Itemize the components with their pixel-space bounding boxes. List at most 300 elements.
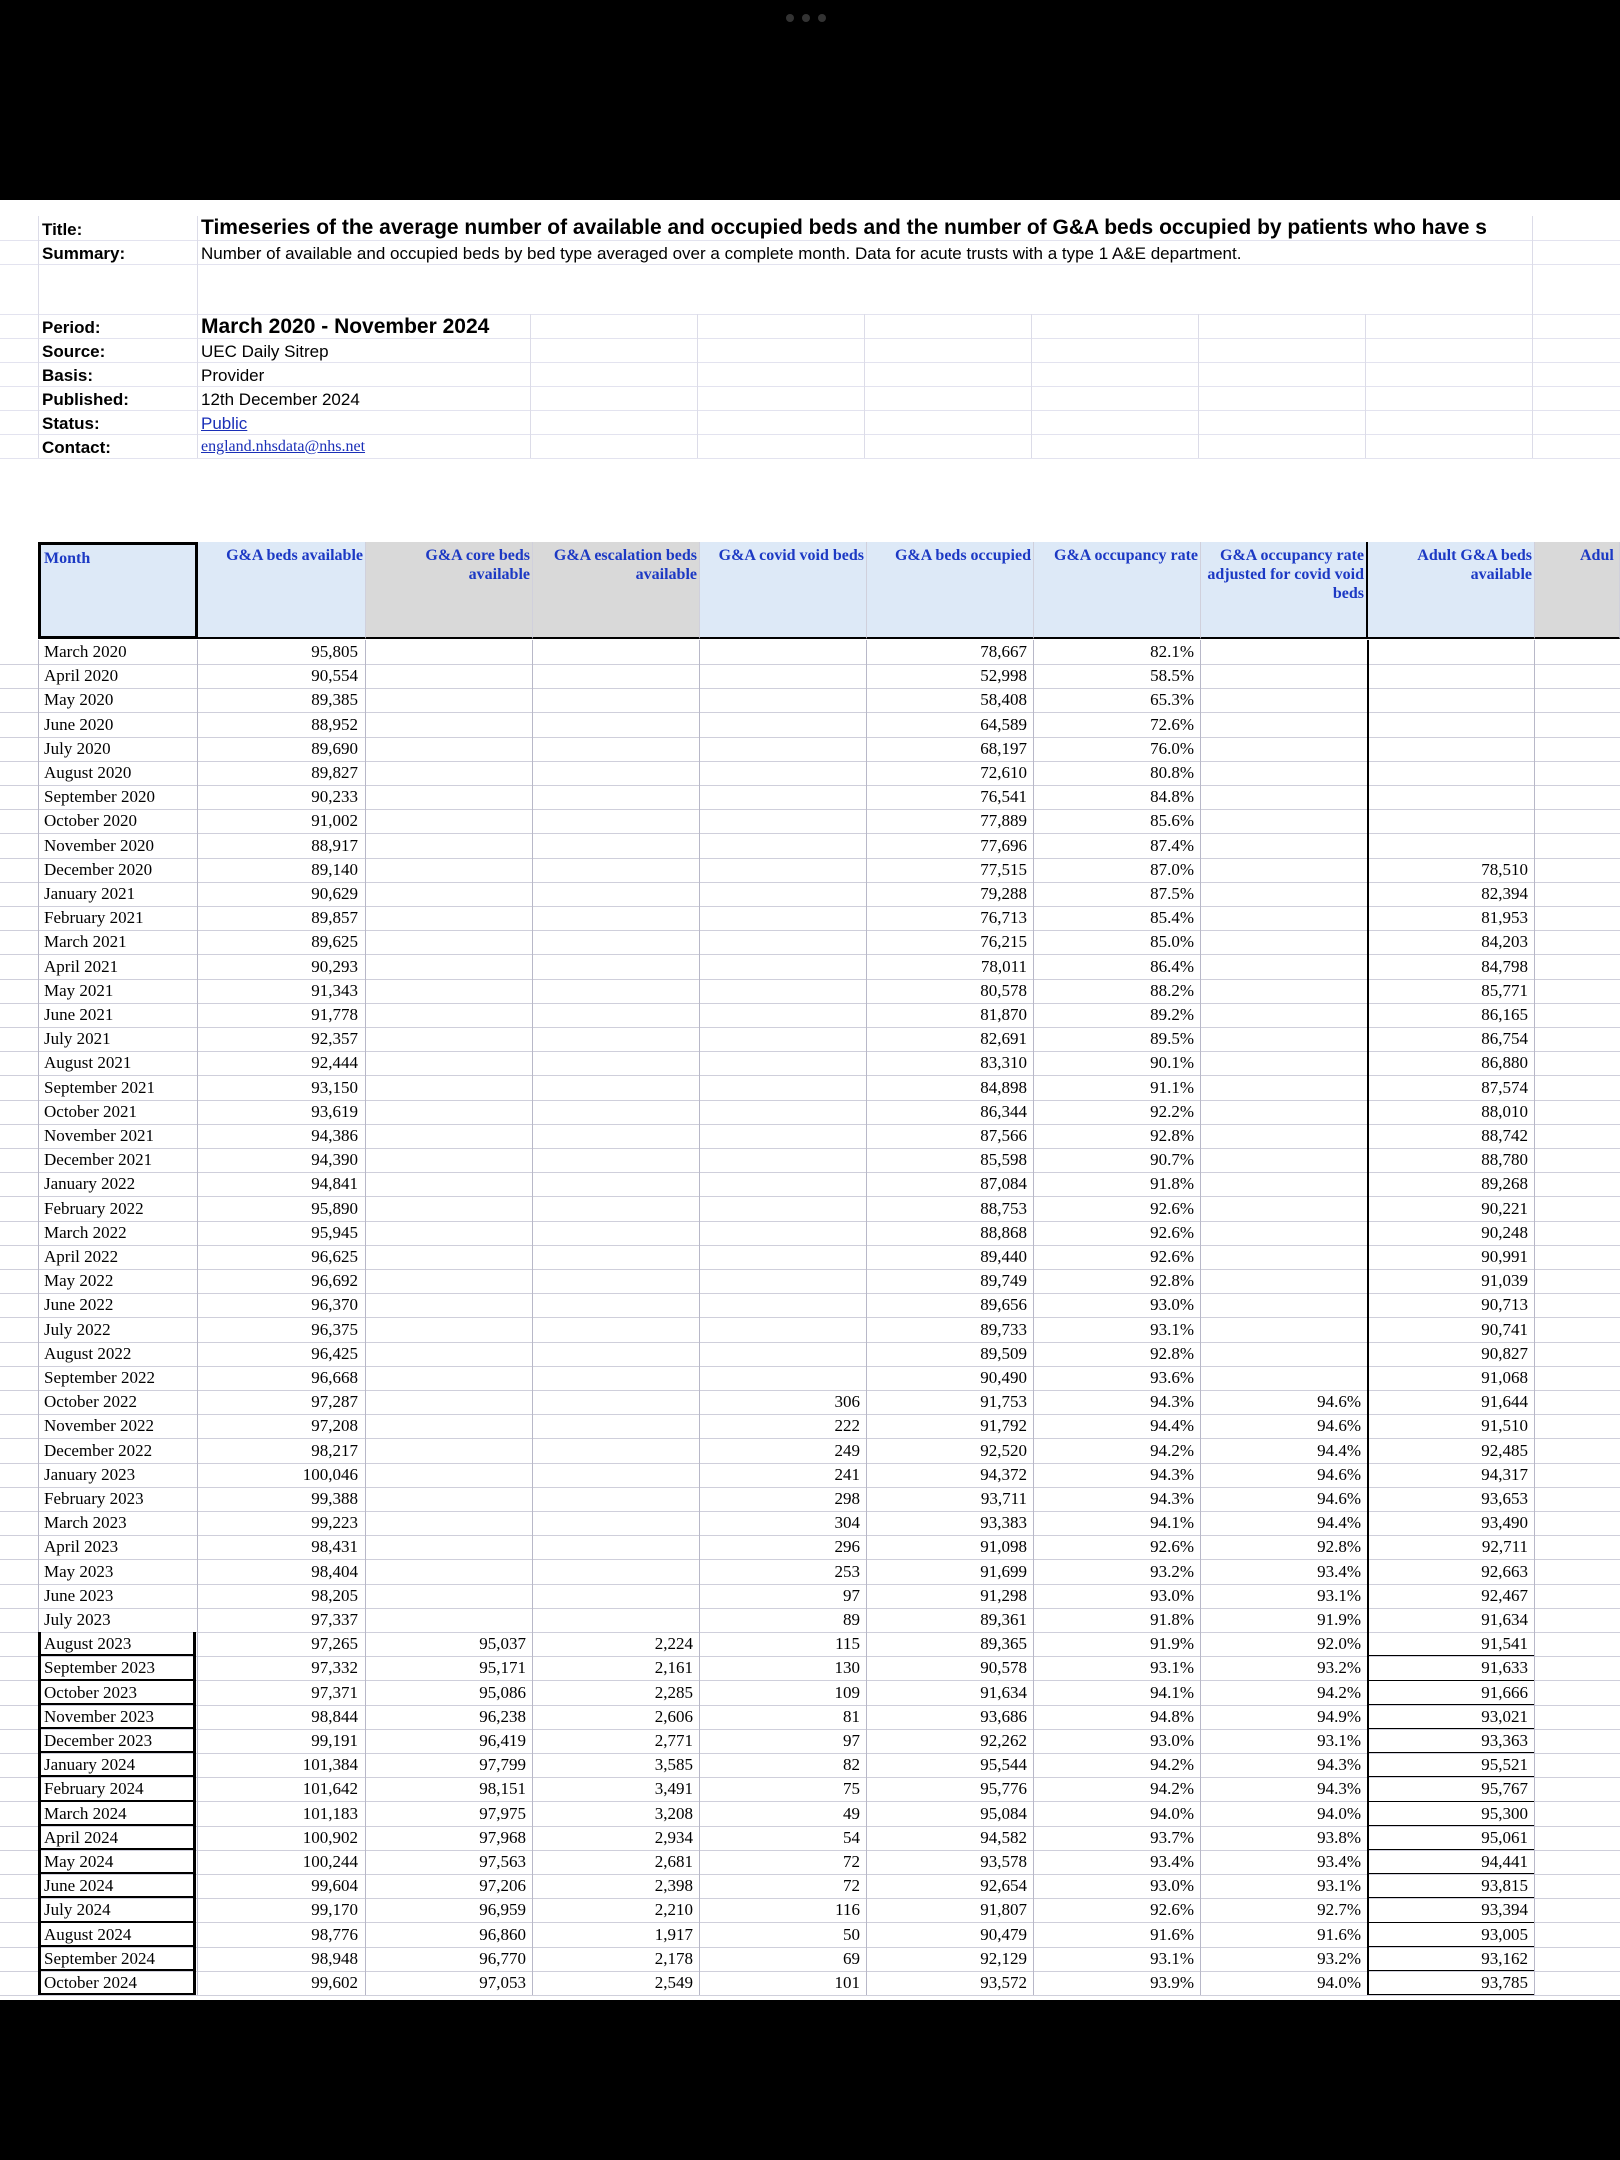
- cell-adult-beds-available[interactable]: 90,713: [1481, 1295, 1528, 1315]
- cell-occupancy-rate-adjusted[interactable]: 94.3%: [1317, 1755, 1361, 1775]
- cell-ga-available[interactable]: 99,388: [311, 1489, 358, 1508]
- cell-ga-available[interactable]: 90,293: [311, 956, 358, 976]
- table-row[interactable]: [0, 1874, 1620, 1899]
- cell-adult-beds-available[interactable]: 92,663: [1481, 1561, 1528, 1581]
- column-header-covid-void-beds[interactable]: G&A covid void beds: [700, 542, 867, 639]
- cell-adult-beds-available[interactable]: 81,953: [1481, 908, 1528, 928]
- cell-beds-occupied[interactable]: 93,572: [980, 1973, 1027, 1992]
- cell-adult-beds-available[interactable]: 93,021: [1481, 1706, 1528, 1726]
- table-row[interactable]: [0, 1947, 1620, 1972]
- cell-occupancy-rate-adjusted[interactable]: 92.8%: [1317, 1537, 1361, 1557]
- cell-occupancy-rate-adjusted[interactable]: 93.8%: [1317, 1827, 1361, 1847]
- cell-month[interactable]: February 2023: [44, 1489, 144, 1508]
- table-row[interactable]: [0, 1729, 1620, 1754]
- cell-month[interactable]: July 2024: [44, 1900, 111, 1920]
- cell-adult-beds-available[interactable]: 93,394: [1481, 1900, 1528, 1920]
- table-row[interactable]: [0, 1487, 1620, 1512]
- cell-covid-void-beds[interactable]: 81: [843, 1706, 860, 1726]
- cell-ga-available[interactable]: 90,233: [311, 787, 358, 807]
- cell-adult-beds-available[interactable]: 95,300: [1481, 1803, 1528, 1823]
- cell-covid-void-beds[interactable]: 97: [843, 1731, 860, 1750]
- cell-occupancy-rate[interactable]: 94.3%: [1150, 1489, 1194, 1508]
- table-row[interactable]: [0, 1197, 1620, 1222]
- table-row[interactable]: [0, 737, 1620, 762]
- cell-occupancy-rate[interactable]: 92.8%: [1150, 1271, 1194, 1291]
- cell-adult-beds-available[interactable]: 95,767: [1481, 1779, 1528, 1799]
- table-row[interactable]: [0, 1318, 1620, 1343]
- cell-beds-occupied[interactable]: 76,215: [980, 932, 1027, 952]
- cell-core-beds[interactable]: 96,959: [479, 1900, 526, 1920]
- status-link[interactable]: Public: [201, 414, 248, 433]
- cell-escalation-beds[interactable]: 1,917: [654, 1924, 693, 1944]
- cell-adult-beds-available[interactable]: 84,798: [1481, 956, 1528, 976]
- table-row[interactable]: [0, 1850, 1620, 1875]
- cell-month[interactable]: March 2021: [44, 932, 127, 952]
- cell-month[interactable]: July 2023: [44, 1610, 111, 1629]
- table-row[interactable]: [0, 955, 1620, 980]
- column-header-escalation-beds[interactable]: G&A escalation beds available: [533, 542, 700, 639]
- cell-occupancy-rate-adjusted[interactable]: 94.6%: [1317, 1416, 1361, 1436]
- cell-covid-void-beds[interactable]: 115: [835, 1634, 860, 1654]
- table-row[interactable]: [0, 1971, 1620, 1996]
- cell-beds-occupied[interactable]: 93,711: [980, 1489, 1027, 1508]
- table-row[interactable]: [0, 1802, 1620, 1827]
- cell-month[interactable]: August 2023: [44, 1634, 132, 1654]
- cell-month[interactable]: December 2020: [44, 859, 153, 879]
- table-row[interactable]: [0, 1076, 1620, 1101]
- cell-escalation-beds[interactable]: 2,681: [654, 1852, 693, 1871]
- cell-adult-beds-available[interactable]: 88,780: [1481, 1150, 1528, 1170]
- cell-beds-occupied[interactable]: 79,288: [980, 884, 1027, 903]
- cell-covid-void-beds[interactable]: 49: [843, 1803, 860, 1823]
- cell-adult-beds-available[interactable]: 85,771: [1481, 980, 1528, 1000]
- cell-occupancy-rate[interactable]: 90.1%: [1150, 1053, 1194, 1073]
- cell-occupancy-rate[interactable]: 93.0%: [1150, 1295, 1194, 1315]
- cell-occupancy-rate[interactable]: 91.8%: [1150, 1174, 1194, 1194]
- cell-ga-available[interactable]: 95,805: [311, 642, 358, 661]
- cell-occupancy-rate[interactable]: 90.7%: [1150, 1150, 1194, 1170]
- table-row[interactable]: [0, 1584, 1620, 1609]
- cell-occupancy-rate[interactable]: 93.0%: [1150, 1585, 1194, 1605]
- cell-adult-beds-available[interactable]: 84,203: [1481, 932, 1528, 952]
- table-row[interactable]: [0, 1172, 1620, 1197]
- cell-covid-void-beds[interactable]: 241: [834, 1464, 860, 1484]
- cell-ga-available[interactable]: 98,217: [311, 1440, 358, 1460]
- cell-beds-occupied[interactable]: 92,129: [980, 1948, 1027, 1968]
- cell-beds-occupied[interactable]: 72,610: [980, 763, 1027, 782]
- cell-occupancy-rate[interactable]: 82.1%: [1150, 642, 1194, 661]
- cell-adult-beds-available[interactable]: 90,827: [1481, 1343, 1528, 1363]
- cell-core-beds[interactable]: 96,770: [479, 1948, 526, 1968]
- cell-core-beds[interactable]: 95,037: [479, 1634, 526, 1654]
- column-header-month[interactable]: Month: [38, 542, 198, 639]
- cell-occupancy-rate[interactable]: 85.0%: [1150, 932, 1194, 952]
- cell-ga-available[interactable]: 89,140: [311, 859, 358, 879]
- cell-covid-void-beds[interactable]: 72: [843, 1876, 860, 1896]
- cell-adult-beds-available[interactable]: 92,467: [1481, 1585, 1528, 1605]
- cell-escalation-beds[interactable]: 2,398: [654, 1876, 693, 1896]
- cell-core-beds[interactable]: 97,563: [479, 1852, 526, 1871]
- cell-ga-available[interactable]: 93,150: [311, 1077, 358, 1097]
- cell-ga-available[interactable]: 89,690: [311, 738, 358, 758]
- cell-occupancy-rate[interactable]: 76.0%: [1150, 738, 1194, 758]
- cell-occupancy-rate[interactable]: 92.8%: [1150, 1343, 1194, 1363]
- cell-covid-void-beds[interactable]: 89: [843, 1610, 860, 1629]
- cell-occupancy-rate[interactable]: 94.2%: [1150, 1440, 1194, 1460]
- cell-adult-beds-available[interactable]: 87,574: [1481, 1077, 1528, 1097]
- cell-occupancy-rate[interactable]: 94.1%: [1150, 1682, 1194, 1702]
- cell-month[interactable]: August 2024: [44, 1924, 132, 1944]
- cell-covid-void-beds[interactable]: 82: [843, 1755, 860, 1775]
- cell-beds-occupied[interactable]: 90,479: [980, 1924, 1027, 1944]
- cell-beds-occupied[interactable]: 94,582: [980, 1827, 1027, 1847]
- cell-occupancy-rate[interactable]: 93.0%: [1150, 1876, 1194, 1896]
- cell-ga-available[interactable]: 94,386: [311, 1126, 358, 1145]
- cell-occupancy-rate[interactable]: 94.1%: [1150, 1513, 1194, 1533]
- table-row[interactable]: [0, 1342, 1620, 1367]
- cell-ga-available[interactable]: 99,170: [311, 1900, 358, 1920]
- cell-escalation-beds[interactable]: 2,549: [654, 1973, 693, 1992]
- cell-beds-occupied[interactable]: 89,509: [980, 1343, 1027, 1363]
- cell-month[interactable]: July 2020: [44, 738, 111, 758]
- cell-beds-occupied[interactable]: 77,696: [980, 835, 1027, 855]
- cell-ga-available[interactable]: 95,945: [311, 1222, 358, 1242]
- cell-month[interactable]: December 2021: [44, 1150, 153, 1170]
- cell-ga-available[interactable]: 96,625: [311, 1247, 358, 1266]
- cell-escalation-beds[interactable]: 2,771: [654, 1731, 693, 1750]
- table-row[interactable]: [0, 1681, 1620, 1706]
- cell-occupancy-rate-adjusted[interactable]: 94.0%: [1317, 1973, 1361, 1992]
- cell-adult-beds-available[interactable]: 86,754: [1481, 1029, 1528, 1049]
- cell-core-beds[interactable]: 95,171: [479, 1658, 526, 1678]
- cell-core-beds[interactable]: 96,860: [479, 1924, 526, 1944]
- cell-month[interactable]: November 2022: [44, 1416, 155, 1436]
- table-row[interactable]: [0, 1535, 1620, 1560]
- column-header-occupancy-rate[interactable]: G&A occupancy rate: [1034, 542, 1201, 639]
- cell-ga-available[interactable]: 96,668: [311, 1368, 358, 1387]
- cell-occupancy-rate[interactable]: 92.8%: [1150, 1126, 1194, 1145]
- cell-beds-occupied[interactable]: 93,383: [980, 1513, 1027, 1533]
- cell-occupancy-rate[interactable]: 87.4%: [1150, 835, 1194, 855]
- cell-beds-occupied[interactable]: 93,578: [980, 1852, 1027, 1871]
- table-row[interactable]: [0, 858, 1620, 883]
- cell-beds-occupied[interactable]: 89,749: [980, 1271, 1027, 1291]
- column-header-occupancy-rate-adjusted[interactable]: G&A occupancy rate adjusted for covid void beds: [1201, 542, 1368, 639]
- cell-ga-available[interactable]: 99,191: [311, 1731, 358, 1750]
- cell-month[interactable]: January 2023: [44, 1464, 136, 1484]
- cell-month[interactable]: September 2024: [44, 1948, 155, 1968]
- cell-occupancy-rate-adjusted[interactable]: 92.0%: [1317, 1634, 1361, 1654]
- table-row[interactable]: [0, 1777, 1620, 1802]
- cell-occupancy-rate[interactable]: 94.0%: [1150, 1803, 1194, 1823]
- cell-core-beds[interactable]: 97,975: [479, 1803, 526, 1823]
- spreadsheet-view[interactable]: [0, 200, 1620, 2000]
- cell-occupancy-rate[interactable]: 94.2%: [1150, 1779, 1194, 1799]
- cell-occupancy-rate[interactable]: 87.0%: [1150, 859, 1194, 879]
- cell-month[interactable]: April 2021: [44, 956, 119, 976]
- cell-month[interactable]: July 2021: [44, 1029, 111, 1049]
- cell-beds-occupied[interactable]: 80,578: [980, 980, 1027, 1000]
- cell-adult-beds-available[interactable]: 78,510: [1481, 859, 1528, 879]
- cell-month[interactable]: May 2023: [44, 1561, 114, 1581]
- cell-escalation-beds[interactable]: 2,934: [654, 1827, 693, 1847]
- table-row[interactable]: [0, 1390, 1620, 1415]
- cell-adult-beds-available[interactable]: 91,666: [1481, 1682, 1528, 1702]
- cell-adult-beds-available[interactable]: 91,644: [1481, 1392, 1528, 1412]
- cell-occupancy-rate[interactable]: 85.6%: [1150, 811, 1194, 831]
- cell-month[interactable]: November 2023: [44, 1706, 155, 1726]
- cell-adult-beds-available[interactable]: 92,711: [1481, 1537, 1528, 1557]
- cell-adult-beds-available[interactable]: 93,363: [1481, 1731, 1528, 1750]
- cell-adult-beds-available[interactable]: 93,785: [1481, 1973, 1528, 1992]
- table-row[interactable]: [0, 1124, 1620, 1149]
- cell-occupancy-rate[interactable]: 91.1%: [1150, 1077, 1194, 1097]
- cell-month[interactable]: October 2023: [44, 1682, 138, 1702]
- contact-email-link[interactable]: england.nhsdata@nhs.net: [201, 438, 366, 455]
- cell-ga-available[interactable]: 96,370: [311, 1295, 358, 1315]
- cell-adult-beds-available[interactable]: 90,991: [1481, 1247, 1528, 1266]
- cell-occupancy-rate[interactable]: 89.2%: [1150, 1005, 1194, 1024]
- cell-ga-available[interactable]: 96,692: [311, 1271, 358, 1291]
- cell-month[interactable]: November 2021: [44, 1126, 155, 1145]
- cell-beds-occupied[interactable]: 81,870: [980, 1005, 1027, 1024]
- table-row[interactable]: [0, 1560, 1620, 1585]
- cell-occupancy-rate[interactable]: 91.9%: [1150, 1634, 1194, 1654]
- cell-month[interactable]: June 2022: [44, 1295, 114, 1315]
- cell-adult-beds-available[interactable]: 93,162: [1481, 1948, 1528, 1968]
- cell-occupancy-rate[interactable]: 91.6%: [1150, 1924, 1194, 1944]
- table-row[interactable]: [0, 979, 1620, 1004]
- cell-month[interactable]: October 2024: [44, 1973, 138, 1992]
- table-row[interactable]: [0, 1608, 1620, 1633]
- cell-occupancy-rate-adjusted[interactable]: 94.6%: [1317, 1489, 1361, 1508]
- cell-escalation-beds[interactable]: 3,208: [654, 1803, 693, 1823]
- cell-beds-occupied[interactable]: 92,520: [980, 1440, 1027, 1460]
- cell-beds-occupied[interactable]: 76,713: [980, 908, 1027, 928]
- cell-beds-occupied[interactable]: 92,654: [980, 1876, 1027, 1896]
- table-row[interactable]: [0, 713, 1620, 738]
- cell-month[interactable]: May 2022: [44, 1271, 114, 1291]
- cell-occupancy-rate[interactable]: 93.1%: [1150, 1948, 1194, 1968]
- cell-ga-available[interactable]: 96,375: [311, 1319, 358, 1339]
- cell-adult-beds-available[interactable]: 90,221: [1481, 1198, 1528, 1218]
- cell-occupancy-rate-adjusted[interactable]: 93.2%: [1317, 1658, 1361, 1678]
- cell-month[interactable]: May 2021: [44, 980, 114, 1000]
- cell-occupancy-rate-adjusted[interactable]: 93.4%: [1317, 1561, 1361, 1581]
- cell-month[interactable]: January 2022: [44, 1174, 136, 1194]
- cell-ga-available[interactable]: 100,902: [302, 1827, 358, 1847]
- cell-occupancy-rate-adjusted[interactable]: 94.6%: [1317, 1392, 1361, 1412]
- cell-ga-available[interactable]: 91,343: [311, 980, 358, 1000]
- cell-beds-occupied[interactable]: 86,344: [980, 1101, 1027, 1121]
- cell-adult-beds-available[interactable]: 95,061: [1481, 1827, 1528, 1847]
- cell-month[interactable]: December 2022: [44, 1440, 153, 1460]
- cell-month[interactable]: September 2022: [44, 1368, 155, 1387]
- cell-occupancy-rate[interactable]: 93.4%: [1150, 1852, 1194, 1871]
- cell-covid-void-beds[interactable]: 50: [843, 1924, 860, 1944]
- cell-ga-available[interactable]: 93,619: [311, 1101, 358, 1121]
- cell-occupancy-rate[interactable]: 92.6%: [1150, 1222, 1194, 1242]
- cell-escalation-beds[interactable]: 2,161: [654, 1658, 693, 1678]
- column-header-adult-beds-available[interactable]: Adult G&A beds available: [1368, 542, 1535, 639]
- table-row[interactable]: [0, 785, 1620, 810]
- cell-adult-beds-available[interactable]: 91,039: [1481, 1271, 1528, 1291]
- cell-beds-occupied[interactable]: 89,733: [980, 1319, 1027, 1339]
- table-row[interactable]: [0, 1898, 1620, 1923]
- table-row[interactable]: [0, 640, 1620, 665]
- cell-covid-void-beds[interactable]: 54: [843, 1827, 860, 1847]
- cell-adult-beds-available[interactable]: 88,742: [1481, 1126, 1528, 1145]
- table-row[interactable]: [0, 688, 1620, 713]
- cell-covid-void-beds[interactable]: 69: [843, 1948, 860, 1968]
- column-header-beds-occupied[interactable]: G&A beds occupied: [867, 542, 1034, 639]
- cell-adult-beds-available[interactable]: 94,317: [1481, 1464, 1528, 1484]
- cell-beds-occupied[interactable]: 78,011: [980, 956, 1027, 976]
- cell-occupancy-rate[interactable]: 72.6%: [1150, 714, 1194, 734]
- cell-month[interactable]: September 2020: [44, 787, 155, 807]
- cell-occupancy-rate[interactable]: 93.1%: [1150, 1658, 1194, 1678]
- cell-ga-available[interactable]: 99,602: [311, 1973, 358, 1992]
- cell-beds-occupied[interactable]: 87,566: [980, 1126, 1027, 1145]
- cell-occupancy-rate[interactable]: 94.8%: [1150, 1706, 1194, 1726]
- cell-occupancy-rate[interactable]: 92.6%: [1150, 1900, 1194, 1920]
- cell-beds-occupied[interactable]: 92,262: [980, 1731, 1027, 1750]
- table-row[interactable]: [0, 809, 1620, 834]
- cell-beds-occupied[interactable]: 85,598: [980, 1150, 1027, 1170]
- cell-beds-occupied[interactable]: 87,084: [980, 1174, 1027, 1194]
- cell-ga-available[interactable]: 101,642: [302, 1779, 358, 1799]
- cell-adult-beds-available[interactable]: 94,441: [1481, 1852, 1528, 1871]
- cell-occupancy-rate[interactable]: 94.4%: [1150, 1416, 1194, 1436]
- cell-beds-occupied[interactable]: 91,634: [980, 1682, 1027, 1702]
- cell-ga-available[interactable]: 88,917: [311, 835, 358, 855]
- column-header-ga-available[interactable]: G&A beds available: [198, 542, 366, 639]
- cell-beds-occupied[interactable]: 64,589: [980, 714, 1027, 734]
- table-row[interactable]: [0, 1148, 1620, 1173]
- cell-occupancy-rate[interactable]: 92.6%: [1150, 1198, 1194, 1218]
- cell-beds-occupied[interactable]: 52,998: [980, 666, 1027, 686]
- cell-ga-available[interactable]: 98,948: [311, 1948, 358, 1968]
- cell-occupancy-rate[interactable]: 85.4%: [1150, 908, 1194, 928]
- cell-ga-available[interactable]: 97,208: [311, 1416, 358, 1436]
- cell-ga-available[interactable]: 101,183: [302, 1803, 358, 1823]
- cell-beds-occupied[interactable]: 89,365: [980, 1634, 1027, 1654]
- table-row[interactable]: [0, 906, 1620, 931]
- cell-month[interactable]: August 2022: [44, 1343, 132, 1363]
- cell-occupancy-rate-adjusted[interactable]: 91.9%: [1317, 1610, 1361, 1629]
- cell-ga-available[interactable]: 88,952: [311, 714, 358, 734]
- cell-ga-available[interactable]: 97,332: [311, 1658, 358, 1678]
- cell-occupancy-rate[interactable]: 93.2%: [1150, 1561, 1194, 1581]
- table-row[interactable]: [0, 1269, 1620, 1294]
- cell-adult-beds-available[interactable]: 91,633: [1481, 1658, 1528, 1678]
- cell-month[interactable]: April 2023: [44, 1537, 119, 1557]
- cell-month[interactable]: August 2020: [44, 763, 132, 782]
- cell-ga-available[interactable]: 89,827: [311, 763, 358, 782]
- cell-month[interactable]: May 2024: [44, 1852, 114, 1871]
- cell-month[interactable]: March 2023: [44, 1513, 127, 1533]
- cell-beds-occupied[interactable]: 78,667: [980, 642, 1027, 661]
- cell-occupancy-rate-adjusted[interactable]: 94.0%: [1317, 1803, 1361, 1823]
- cell-occupancy-rate-adjusted[interactable]: 91.6%: [1317, 1924, 1361, 1944]
- cell-adult-beds-available[interactable]: 91,541: [1481, 1634, 1528, 1654]
- cell-adult-beds-available[interactable]: 93,005: [1481, 1924, 1528, 1944]
- cell-month[interactable]: February 2024: [44, 1779, 144, 1799]
- cell-ga-available[interactable]: 92,444: [311, 1053, 358, 1073]
- cell-beds-occupied[interactable]: 84,898: [980, 1077, 1027, 1097]
- cell-occupancy-rate-adjusted[interactable]: 93.4%: [1317, 1852, 1361, 1871]
- cell-adult-beds-available[interactable]: 91,068: [1481, 1368, 1528, 1387]
- cell-month[interactable]: June 2021: [44, 1005, 114, 1024]
- cell-month[interactable]: March 2024: [44, 1803, 127, 1823]
- table-row[interactable]: [0, 834, 1620, 859]
- cell-month[interactable]: April 2022: [44, 1247, 119, 1266]
- cell-ga-available[interactable]: 91,002: [311, 811, 358, 831]
- cell-ga-available[interactable]: 89,625: [311, 932, 358, 952]
- cell-beds-occupied[interactable]: 89,361: [980, 1610, 1027, 1629]
- table-row[interactable]: [0, 1826, 1620, 1851]
- cell-covid-void-beds[interactable]: 298: [834, 1489, 860, 1508]
- cell-occupancy-rate[interactable]: 89.5%: [1150, 1029, 1194, 1049]
- cell-beds-occupied[interactable]: 94,372: [980, 1464, 1027, 1484]
- cell-occupancy-rate-adjusted[interactable]: 94.3%: [1317, 1779, 1361, 1799]
- window-drag-handle[interactable]: [786, 14, 834, 24]
- cell-covid-void-beds[interactable]: 130: [834, 1658, 860, 1678]
- cell-ga-available[interactable]: 98,776: [311, 1924, 358, 1944]
- cell-occupancy-rate[interactable]: 93.7%: [1150, 1827, 1194, 1847]
- table-row[interactable]: [0, 1632, 1620, 1657]
- cell-occupancy-rate-adjusted[interactable]: 94.6%: [1317, 1464, 1361, 1484]
- cell-covid-void-beds[interactable]: 304: [834, 1513, 860, 1533]
- table-row[interactable]: [0, 1439, 1620, 1464]
- column-header-core-beds[interactable]: G&A core beds available: [366, 542, 533, 639]
- cell-covid-void-beds[interactable]: 296: [834, 1537, 860, 1557]
- cell-month[interactable]: June 2023: [44, 1585, 114, 1605]
- table-row[interactable]: [0, 761, 1620, 786]
- cell-beds-occupied[interactable]: 93,686: [980, 1706, 1027, 1726]
- cell-adult-beds-available[interactable]: 93,653: [1481, 1489, 1528, 1508]
- cell-covid-void-beds[interactable]: 222: [834, 1416, 860, 1436]
- cell-month[interactable]: November 2020: [44, 835, 155, 855]
- cell-occupancy-rate[interactable]: 94.2%: [1150, 1755, 1194, 1775]
- cell-occupancy-rate-adjusted[interactable]: 94.9%: [1317, 1706, 1361, 1726]
- cell-adult-beds-available[interactable]: 86,165: [1481, 1005, 1528, 1024]
- cell-covid-void-beds[interactable]: 253: [834, 1561, 860, 1581]
- table-row[interactable]: [0, 1511, 1620, 1536]
- cell-beds-occupied[interactable]: 95,544: [980, 1755, 1027, 1775]
- cell-occupancy-rate-adjusted[interactable]: 93.1%: [1317, 1585, 1361, 1605]
- cell-occupancy-rate-adjusted[interactable]: 94.4%: [1317, 1513, 1361, 1533]
- table-row[interactable]: [0, 1293, 1620, 1318]
- cell-adult-beds-available[interactable]: 95,521: [1481, 1755, 1528, 1775]
- cell-core-beds[interactable]: 97,799: [479, 1755, 526, 1775]
- cell-beds-occupied[interactable]: 90,490: [980, 1368, 1027, 1387]
- cell-month[interactable]: April 2024: [44, 1827, 119, 1847]
- cell-month[interactable]: April 2020: [44, 666, 119, 686]
- cell-adult-beds-available[interactable]: 86,880: [1481, 1053, 1528, 1073]
- cell-adult-beds-available[interactable]: 93,815: [1481, 1876, 1528, 1896]
- table-row[interactable]: [0, 1366, 1620, 1391]
- cell-covid-void-beds[interactable]: 101: [834, 1973, 860, 1992]
- cell-beds-occupied[interactable]: 89,440: [980, 1247, 1027, 1266]
- cell-beds-occupied[interactable]: 91,098: [980, 1537, 1027, 1557]
- cell-occupancy-rate[interactable]: 93.0%: [1150, 1731, 1194, 1750]
- cell-covid-void-beds[interactable]: 116: [835, 1900, 860, 1920]
- cell-occupancy-rate[interactable]: 93.6%: [1150, 1368, 1194, 1387]
- cell-beds-occupied[interactable]: 77,889: [980, 811, 1027, 831]
- cell-month[interactable]: October 2020: [44, 811, 138, 831]
- cell-beds-occupied[interactable]: 95,084: [980, 1803, 1027, 1823]
